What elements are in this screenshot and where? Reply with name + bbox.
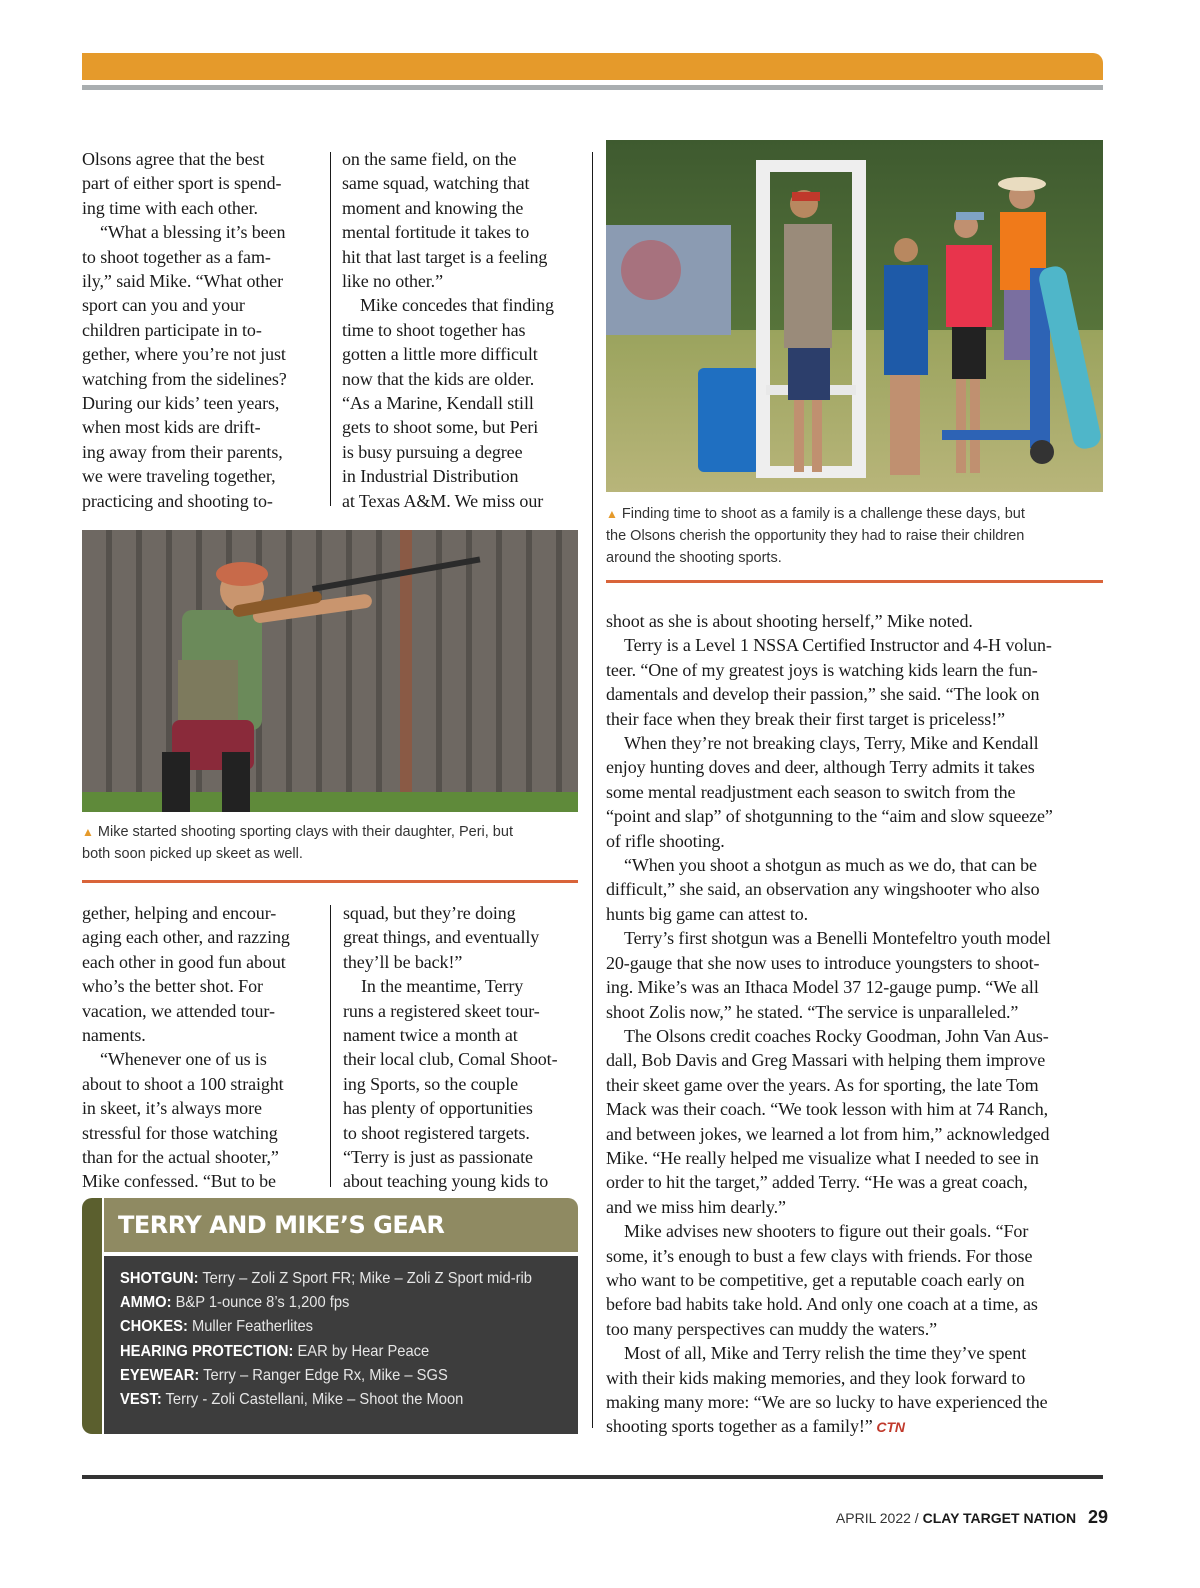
article-line: about to shoot a 100 straight [82,1073,284,1094]
article-line: mental fortitude it takes to [342,222,530,243]
article-line: ing time with each other. [82,197,258,218]
article-line: moment and knowing the [342,197,524,218]
article-line: ing away from their parents, [82,441,283,462]
gear-item-value: Terry – Ranger Edge Rx, Mike – SGS [199,1366,448,1384]
article-line: The Olsons credit coaches Rocky Goodman, John Van Aus- [624,1025,1049,1046]
article-line: their face when they break their first target is priceless!” [606,708,1005,729]
article-line: ing Sports, so the couple [343,1073,518,1094]
page-footer [836,1507,1108,1528]
article-line: and between jokes, we learned a lot from him,” acknowledged [606,1123,1050,1144]
section-rule [606,580,1103,583]
article-line: some, it’s enough to bust a few clays with friends. For those [606,1245,1033,1266]
article-line: “Terry is just as passionate [343,1147,533,1168]
article-line: on the same field, on the [342,149,517,169]
article-line: order to hit the target,” added Terry. “He was a great coach, [606,1172,1028,1193]
gear-item [120,1294,349,1312]
article-line: than for the actual shooter,” [82,1147,279,1168]
caption-line: ▲ Finding time to shoot as a family is a challenge these days, but [606,506,1025,522]
caption-line: ▲ Mike started shooting sporting clays with their daughter, Peri, but [82,824,513,840]
article-column-1 [82,147,322,513]
article-line: their local club, Comal Shoot- [343,1049,558,1070]
mike-shooting-photo [82,530,578,812]
column-divider [592,152,593,1428]
article-line: to shoot registered targets. [343,1122,530,1143]
article-line: of rifle shooting. [606,830,725,851]
article-line: enjoy hunting doves and deer, although Terry admits it takes [606,757,1035,778]
article-line: with their kids making memories, and they look forward to [606,1367,1026,1388]
gear-item-label: HEARING PROTECTION: [120,1342,294,1360]
article-line: naments. [82,1025,146,1046]
gear-item [120,1367,448,1385]
article-line: part of either sport is spend- [82,173,282,194]
article-column-3 [82,901,322,1194]
article-line: to shoot together as a fam- [82,246,271,267]
footer-magazine-name: CLAY TARGET NATION [922,1510,1077,1526]
article-line: watching from the sidelines? [82,368,287,389]
article-line: gets to shoot some, but Peri [342,417,539,438]
article-line: “Whenever one of us is [100,1049,267,1070]
article-line: dall, Bob Davis and Greg Massari with helping them improve [606,1050,1046,1071]
article-line: who’s the better shot. For [82,976,263,997]
article-line: some mental readjustment each season to switch from the [606,781,1016,802]
gear-item-label: EYEWEAR: [120,1366,200,1384]
mike-photo-caption [82,821,578,865]
article-line: Mike advises new shooters to figure out their goals. “For [624,1221,1029,1242]
section-rule [82,880,578,883]
gear-sidebar-list [104,1256,578,1434]
article-line: too many perspectives can muddy the waters.” [606,1318,937,1339]
article-line: children participate in to- [82,319,262,340]
article-line: aging each other, and razzing [82,927,290,948]
article-line: gether, helping and encour- [82,903,277,923]
article-line: and we miss him dearly.” [606,1196,786,1217]
article-column-5 [606,609,1106,1440]
article-line: Olsons agree that the best [82,149,265,169]
gear-sidebar-title: TERRY AND MIKE’S GEAR [118,1211,445,1239]
gear-item [120,1343,429,1361]
article-line: when most kids are drift- [82,417,261,438]
article-line: “As a Marine, Kendall still [342,393,534,414]
gear-item [120,1270,532,1288]
article-column-4 [343,901,583,1194]
gear-item-value: B&P 1-ounce 8’s 1,200 fps [171,1294,350,1312]
header-color-bar [82,53,1103,80]
page-number: 29 [1087,1507,1108,1527]
gear-sidebar [82,1198,578,1434]
article-line: shooting sports together as a family!” CTN [606,1416,905,1437]
article-line: in skeet, it’s always more [82,1098,262,1119]
article-line: Terry is a Level 1 NSSA Certified Instructor and 4-H volun- [624,635,1052,656]
article-line: we were traveling together, [82,466,276,487]
family-photo [606,140,1103,492]
footer-issue: APRIL 2022 / [835,1510,919,1526]
article-line: hit that last target is a feeling [342,246,548,267]
article-line: gotten a little more difficult [342,344,538,365]
article-line: Most of all, Mike and Terry relish the time they’ve spent [624,1343,1027,1364]
article-line: is busy pursuing a degree [342,441,523,462]
family-photo-caption [606,503,1103,569]
article-line: damentals and develop their passion,” she said. “The look on [606,684,1040,705]
article-line: has plenty of opportunities [343,1098,533,1119]
article-line: ily,” said Mike. “What other [82,271,283,292]
article-line: making many more: “We are so lucky to have experienced the [606,1392,1048,1412]
article-line: time to shoot together has [342,319,526,340]
article-line: nament twice a month at [343,1025,518,1046]
article-line: sport can you and your [82,295,245,316]
footer-rule [82,1475,1103,1479]
gear-item-label: SHOTGUN: [120,1270,199,1287]
article-line: Mike. “He really helped me visualize what I needed to see in [606,1147,1039,1168]
article-column-2 [342,147,582,513]
gear-item-label: AMMO: [120,1294,172,1312]
article-line: about teaching young kids to [343,1171,549,1192]
article-line: vacation, we attended tour- [82,1000,275,1021]
article-line: difficult,” she said, an observation any wingshooter who also [606,879,1040,900]
caption-triangle-icon: ▲ [606,507,618,521]
article-line: Mike confessed. “But to be [82,1171,276,1192]
article-line: their skeet game over the years. As for sporting, the late Tom [606,1074,1039,1095]
gear-item-label: CHOKES: [120,1318,188,1336]
header-rule [82,85,1103,90]
article-line: hunts big game can attest to. [606,903,809,924]
article-line: shoot Zolis now,” he stated. “The service is unparalleled.” [606,1001,1019,1022]
caption-line: around the shooting sports. [606,550,782,566]
caption-triangle-icon: ▲ [82,825,94,839]
article-line: like no other.” [342,271,443,292]
article-line: Terry’s first shotgun was a Benelli Montefeltro youth model [624,928,1051,949]
article-line: practicing and shooting to- [82,490,273,511]
article-line: great things, and eventually [343,927,540,948]
end-mark-logo: CTN [872,1419,905,1436]
gear-sidebar-header [104,1198,578,1252]
column-divider [330,152,331,506]
article-line: squad, but they’re doing [343,903,516,923]
article-line: “What a blessing it’s been [100,222,286,243]
caption-line: both soon picked up skeet as well. [82,846,303,862]
column-divider [330,905,331,1187]
article-line: at Texas A&M. We miss our [342,490,544,511]
article-line: who want to be competitive, get a reputable coach early on [606,1269,1025,1290]
article-line: In the meantime, Terry [361,976,524,997]
article-line: now that the kids are older. [342,368,535,389]
article-line: 20-gauge that she now uses to introduce youngsters to shoot- [606,952,1040,973]
gear-item [120,1391,463,1409]
article-line: Mack was their coach. “We took lesson with him at 74 Ranch, [606,1099,1049,1120]
article-line: gether, where you’re not just [82,344,286,365]
article-line: runs a registered skeet tour- [343,1000,540,1021]
article-line: each other in good fun about [82,951,286,972]
gear-item-value: EAR by Hear Peace [293,1342,430,1360]
gear-item-value: Muller Featherlites [187,1318,314,1336]
article-line: “When you shoot a shotgun as much as we do, that can be [624,855,1037,876]
article-line: same squad, watching that [342,173,530,194]
article-line: Mike concedes that finding [360,295,554,316]
gear-item-value: Terry - Zoli Castellani, Mike – Shoot the Moon [161,1391,464,1408]
gear-item-value: Terry – Zoli Z Sport FR; Mike – Zoli Z Sport mid-rib [198,1270,532,1287]
article-line: before bad habits take hold. And only one coach at a time, as [606,1294,1038,1315]
article-line: “point and slap” of shotgunning to the “aim and slow squeeze” [606,806,1053,827]
article-line: During our kids’ teen years, [82,393,280,414]
article-line: they’ll be back!” [343,951,463,972]
gear-item [120,1318,313,1336]
article-line: shoot as she is about shooting herself,” Mike noted. [606,611,973,631]
article-line: ing. Mike’s was an Ithaca Model 37 12-gauge pump. “We all [606,977,1039,998]
article-line: in Industrial Distribution [342,466,519,487]
article-line: teer. “One of my greatest joys is watching kids learn the fun- [606,659,1038,680]
article-line: stressful for those watching [82,1122,278,1143]
article-line: When they’re not breaking clays, Terry, Mike and Kendall [624,733,1039,754]
gear-item-label: VEST: [120,1391,162,1408]
gear-sidebar-edge [82,1198,102,1434]
caption-line: the Olsons cherish the opportunity they had to raise their children [606,528,1025,544]
